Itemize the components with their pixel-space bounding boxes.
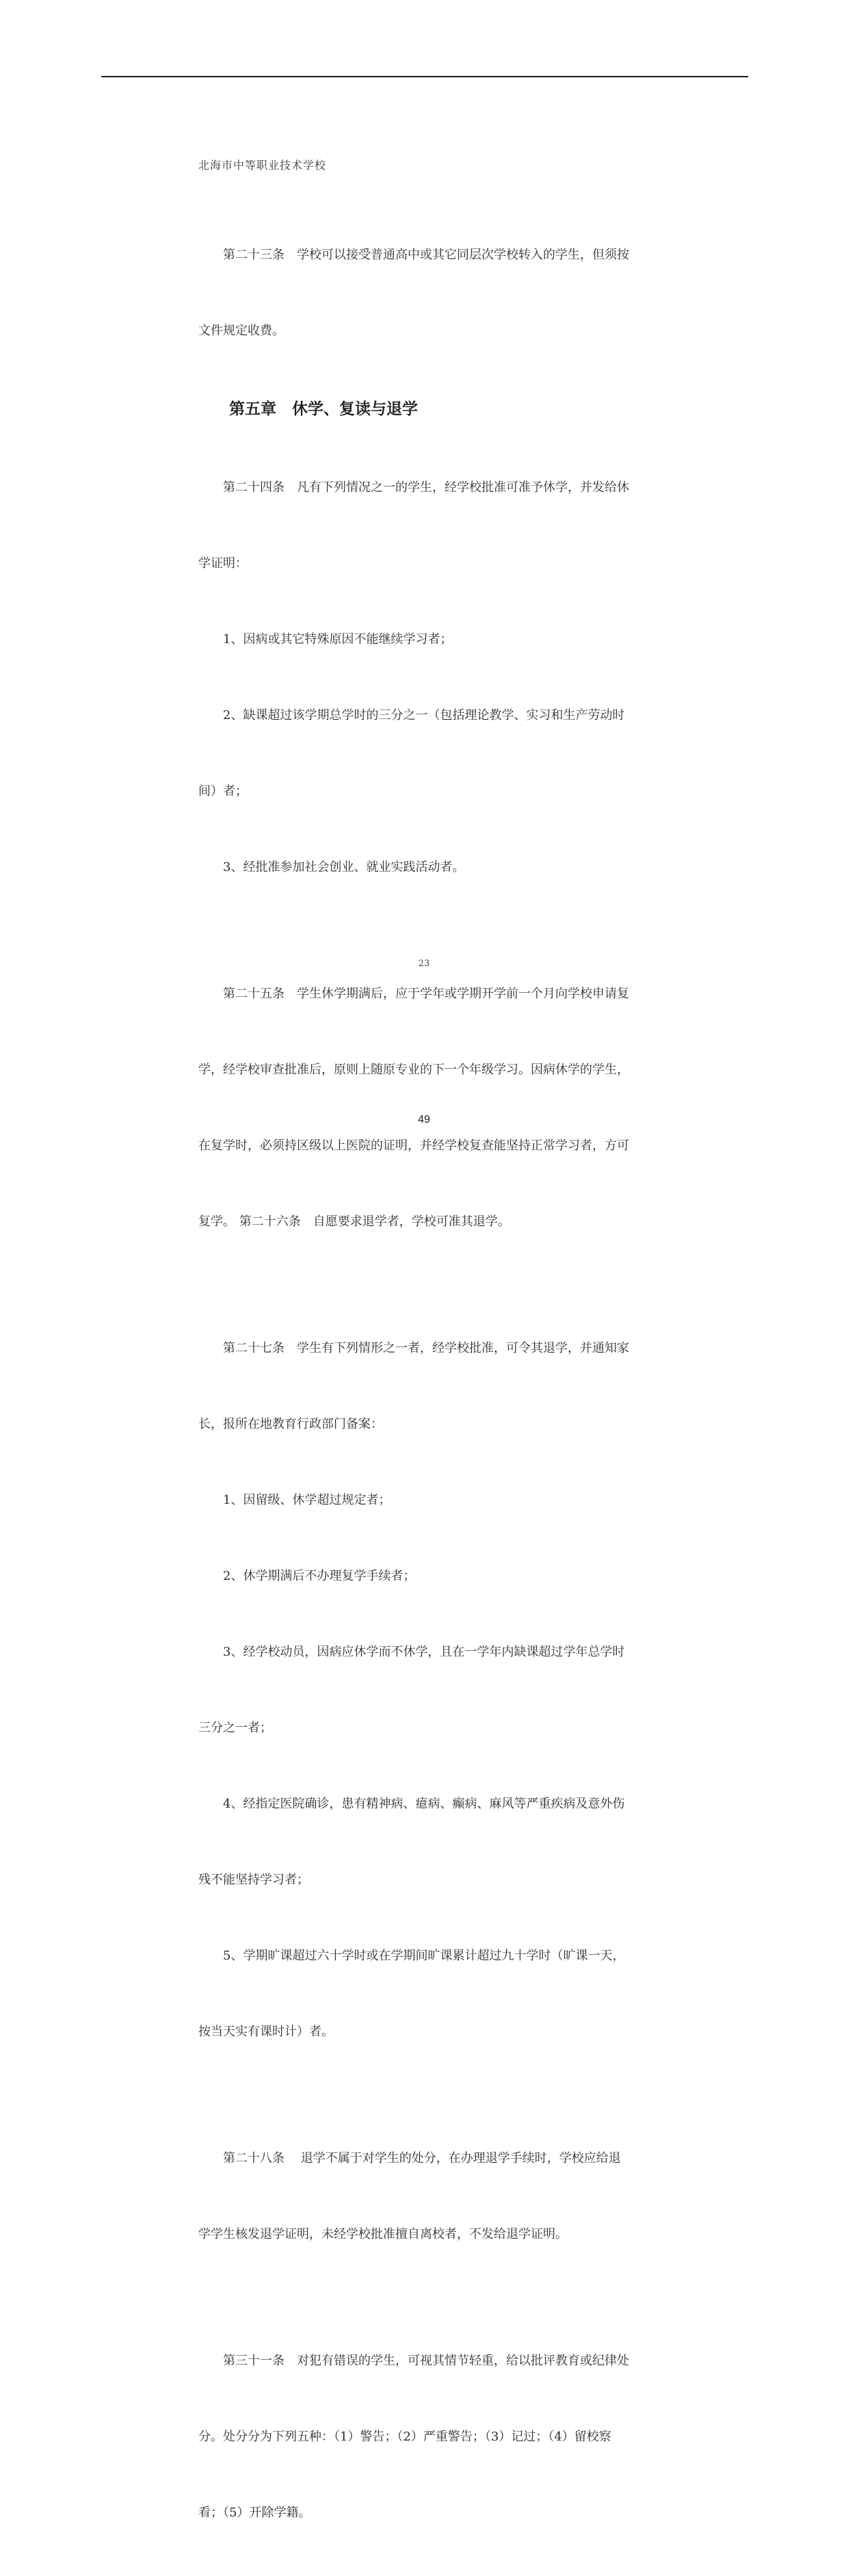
article-25-line-4: 复学。 第二十六条 自愿要求退学者，学校可准其退学。: [198, 1214, 510, 1229]
article-25-line-2: 学，经学校审查批准后，原则上随原专业的下一个年级学习。因病休学的学生，: [198, 1063, 629, 1077]
article-24-item-2-line-2: 间）者；: [198, 784, 248, 798]
article-24-line-1: 第二十四条 凡有下列情况之一的学生，经学校批准可准予休学，并发给休: [223, 480, 629, 495]
article-24-item-1: 1、因病或其它特殊原因不能继续学习者；: [223, 632, 453, 647]
article-27: [198, 1285, 652, 2095]
article-28: [198, 2095, 652, 2298]
article-27-line-1: 第二十七条 学生有下列情形之一者，经学校批准，可令其退学，并通知家: [223, 1341, 629, 1355]
article-27-item-5-line-1: 5、学期旷课超过六十学时或在学期间旷课累计超过九十学时（旷课一天，: [223, 1949, 625, 1963]
article-25: [198, 931, 652, 1285]
article-24-item-3: 3、经批准参加社会创业、就业实践活动者。: [223, 860, 465, 874]
article-27-item-1: 1、因留级、休学超过规定者；: [223, 1493, 391, 1507]
outer-page-number: 49: [418, 1114, 430, 1126]
header-rule: [101, 76, 748, 77]
article-25-line-3: 在复学时，必须持区级以上医院的证明，并经学校复查能坚持正常学习者，方可: [198, 1139, 629, 1153]
article-23-line-1: 第二十三条 学校可以接受普通高中或其它同层次学校转入的学生，但须按: [223, 248, 629, 262]
article-25-line-1: 第二十五条 学生休学期满后，应于学年或学期开学前一个月向学校申请复: [223, 987, 629, 1001]
article-24-line-2: 学证明：: [198, 556, 248, 571]
article-23-line-2: 文件规定收费。: [198, 324, 284, 338]
article-24-item-2-line-1: 2、缺课超过该学期总学时的三分之一（包括理论教学、实习和生产劳动时: [223, 708, 625, 723]
article-27-item-5-line-2: 按当天实有课时计）者。: [198, 2025, 334, 2039]
article-28-line-2: 学学生核发退学证明，未经学校批准擅自离校者，不发给退学证明。: [198, 2227, 568, 2241]
article-31-line-1: 第三十一条 对犯有错误的学生，可视其情节轻重，给以批评教育或纪律处: [223, 2354, 629, 2368]
chapter-5-title: 第五章 休学、复读与退学: [229, 400, 418, 418]
article-31: [198, 2298, 652, 2576]
article-27-item-3-line-2: 三分之一者；: [198, 1721, 272, 1735]
article-27-line-2: 长，报所在地教育行政部门备案：: [198, 1417, 383, 1431]
document-body: [198, 192, 652, 2576]
school-name-header: 北海市中等职业技术学校: [198, 159, 327, 172]
article-23: [198, 192, 652, 394]
article-28-line-1: 第二十八条 退学不属于对学生的处分，在办理退学手续时，学校应给退: [223, 2151, 621, 2165]
article-27-item-2: 2、休学期满后不办理复学手续者；: [223, 1569, 416, 1583]
article-24: [198, 424, 652, 931]
article-31-line-2: 分。处分分为下列五种：（1）警告；（2）严重警告；（3）记过；（4）留校察: [198, 2430, 611, 2444]
article-31-line-3: 看；（5）开除学籍。: [198, 2506, 311, 2520]
inner-page-number: 23: [418, 959, 430, 969]
article-27-item-4-line-1: 4、经指定医院确诊，患有精神病、癔病、癫病、麻风等严重疾病及意外伤: [223, 1797, 625, 1811]
article-27-item-4-line-2: 残不能坚持学习者；: [198, 1873, 309, 1887]
article-27-item-3-line-1: 3、经学校动员，因病应休学而不休学，且在一学年内缺课超过学年总学时: [223, 1645, 625, 1659]
